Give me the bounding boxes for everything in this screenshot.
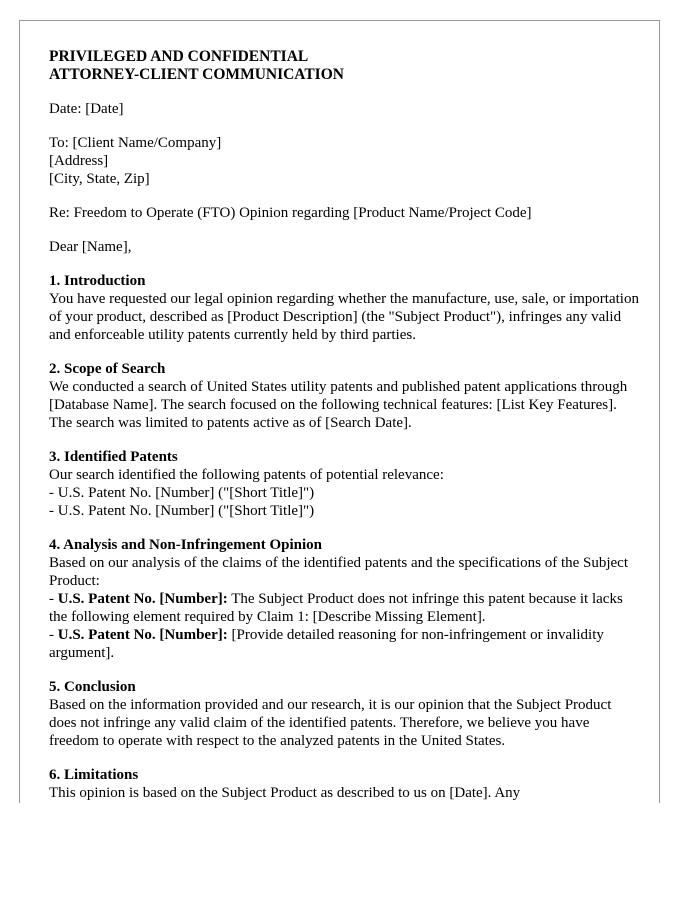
recipient-block: [49, 134, 639, 188]
section-intro: Our search identified the following patents of potential relevance:: [49, 467, 444, 483]
analysis-item-text: [Provide detailed reasoning for non-infringement or invalidity argument].: [49, 627, 604, 661]
section-body: You have requested our legal opinion regarding whether the manufacture, use, sale, or importation of your product, described as [Product Description] (the "Subject Product"), infringes any valid and enforceable utility patents currently held by third parties.: [49, 291, 639, 343]
section-heading: 4. Analysis and Non-Infringement Opinion: [49, 537, 322, 553]
section-conclusion: [49, 678, 639, 750]
analysis-item-prefix: -: [49, 591, 58, 607]
section-analysis: [49, 536, 639, 662]
section-heading: 3. Identified Patents: [49, 449, 178, 465]
analysis-item-label: U.S. Patent No. [Number]:: [57, 627, 228, 643]
patent-list-item: - U.S. Patent No. [Number] ("[Short Title]"): [49, 503, 315, 519]
section-intro: Based on our analysis of the claims of the identified patents and the specifications of the Subject Product:: [49, 555, 629, 589]
section-body: We conducted a search of United States utility patents and published patent applications through [Database Name]. The search focused on the following technical features: [List Key Features]. The search was limited to patents active as of [Search Date].: [49, 379, 628, 431]
section-body: This opinion is based on the Subject Product as described to us on [Date]. Any: [49, 785, 521, 801]
section-heading: 6. Limitations: [49, 767, 139, 783]
section-limitations: [49, 766, 639, 802]
recipient-address: [Address]: [49, 153, 109, 169]
recipient-to: To: [Client Name/Company]: [49, 135, 222, 151]
section-body: Based on the information provided and our research, it is our opinion that the Subject Product does not infringe any valid claim of the identified patents. Therefore, we believe you have freedom to operate with respect to the analyzed patents in the United States.: [49, 697, 612, 749]
document-content: [49, 48, 639, 803]
recipient-city: [City, State, Zip]: [49, 171, 150, 187]
document-page: [19, 20, 660, 803]
analysis-item: [49, 590, 639, 626]
section-heading: 2. Scope of Search: [49, 361, 166, 377]
analysis-item-text: The Subject Product does not infringe this patent because it lacks the following element required by Claim 1: [Describe Missing Element].: [49, 591, 623, 625]
re-line: Re: Freedom to Operate (FTO) Opinion regarding [Product Name/Project Code]: [49, 205, 532, 221]
analysis-item-prefix: -: [49, 627, 58, 643]
header-line-1: PRIVILEGED AND CONFIDENTIAL: [49, 48, 309, 65]
date-line: Date: [Date]: [49, 101, 124, 117]
analysis-item: [49, 626, 639, 662]
section-identified-patents: [49, 448, 639, 520]
section-scope: [49, 360, 639, 432]
analysis-item-label: U.S. Patent No. [Number]:: [57, 591, 228, 607]
header-line-2: ATTORNEY-CLIENT COMMUNICATION: [49, 66, 344, 83]
confidentiality-header: [49, 48, 639, 84]
salutation: Dear [Name],: [49, 239, 132, 255]
section-introduction: [49, 272, 639, 344]
section-heading: 5. Conclusion: [49, 679, 136, 695]
patent-list-item: - U.S. Patent No. [Number] ("[Short Title]"): [49, 485, 315, 501]
section-heading: 1. Introduction: [49, 273, 146, 289]
